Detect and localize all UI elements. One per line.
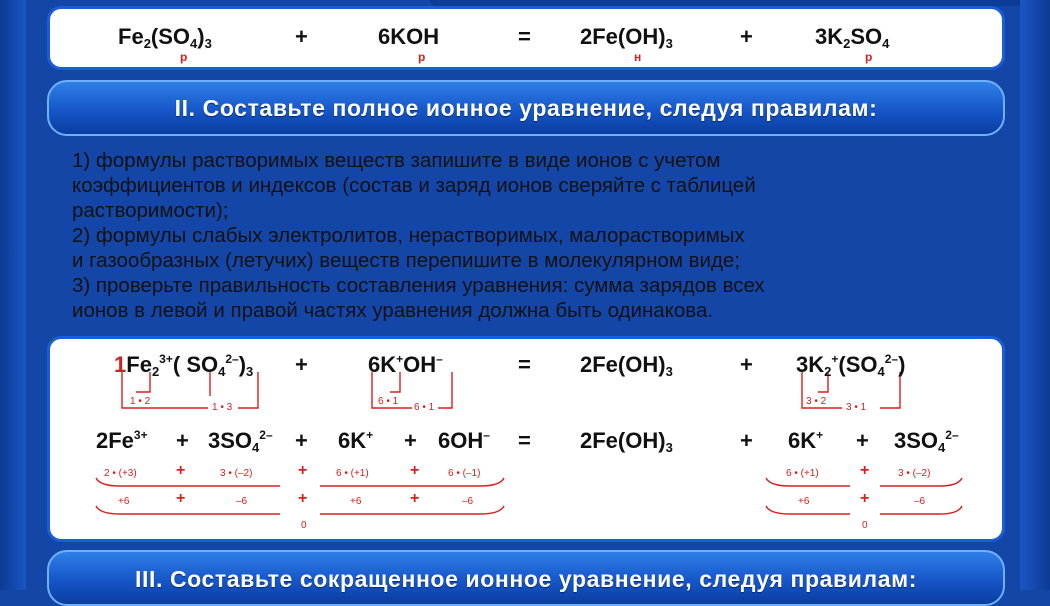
- count-label: 3 • 1: [846, 402, 867, 413]
- plus-sign: +: [176, 462, 186, 479]
- charge-sum: –6: [462, 496, 474, 507]
- plus-sign: +: [860, 490, 870, 507]
- charge-product: 6 • (+1): [786, 468, 819, 479]
- ion-fe3: $2Fe^{3+}$: [96, 428, 148, 453]
- reactant-koh: 6KOH: [378, 24, 440, 49]
- state-mark-insoluble: н: [634, 50, 642, 64]
- annotated-k2so4: $3K_2^+(SO_4^{2-})$: [796, 352, 906, 379]
- charge-sum: +6: [350, 496, 362, 507]
- count-label: 6 • 1: [414, 402, 435, 413]
- rule-line: растворимости);: [72, 199, 229, 222]
- equals-sign: =: [518, 352, 531, 377]
- plus-sign: +: [295, 352, 308, 377]
- charge-total-left: 0: [301, 520, 307, 531]
- charge-total-right: 0: [862, 520, 868, 531]
- plus-sign: +: [298, 462, 308, 479]
- rule-line: коэффициентов и индексов (состав и заряд ионов сверяйте с таблицей: [72, 174, 756, 197]
- rule-line: ионов в левой и правой частях уравнения должна быть одинакова.: [72, 299, 714, 322]
- count-label: 3 • 2: [806, 396, 827, 407]
- equals-sign: =: [518, 24, 531, 49]
- ion-so4-right: $3SO_4^{2-}$: [894, 428, 959, 455]
- product-k2so4: $3K_2SO_4$: [815, 24, 890, 51]
- rule-line: 1) формулы растворимых веществ запишите в виде ионов с учетом: [72, 149, 721, 172]
- count-label: 1 • 2: [130, 396, 151, 407]
- plus-sign: +: [856, 428, 869, 453]
- plus-sign: +: [410, 490, 420, 507]
- state-mark-soluble: р: [418, 50, 426, 64]
- count-label: 6 • 1: [378, 396, 399, 407]
- coefficient-one: 1: [114, 352, 127, 377]
- plus-sign: +: [298, 490, 308, 507]
- charge-product: 3 • (–2): [898, 468, 931, 479]
- annotated-koh: 6K+OH–: [368, 352, 443, 377]
- plus-sign: +: [740, 352, 753, 377]
- charge-product: 6 • (–1): [448, 468, 481, 479]
- plus-sign: +: [860, 462, 870, 479]
- product-feoh3: $2Fe(OH)_3$: [580, 24, 673, 51]
- ion-k: 6K+: [338, 428, 374, 453]
- section-3-title: III. Составьте сокращенное ионное уравнение, следуя правилам:: [47, 550, 1005, 606]
- plus-sign: +: [295, 24, 308, 49]
- reactant-fe2so43: $Fe_2(SO_4)_3$: [118, 24, 212, 51]
- plus-sign: +: [740, 428, 753, 453]
- plus-sign: +: [295, 428, 308, 453]
- plus-sign: +: [404, 428, 417, 453]
- charge-product: 2 • (+3): [104, 468, 137, 479]
- charge-product: 3 • (–2): [220, 468, 253, 479]
- rule-line: 3) проверьте правильность составления уравнения: сумма зарядов всех: [72, 274, 765, 297]
- plus-sign: +: [740, 24, 753, 49]
- charge-sum: –6: [236, 496, 248, 507]
- rule-line: 2) формулы слабых электролитов, нерастворимых, малорастворимых: [72, 224, 745, 247]
- rule-line: и газообразных (летучих) веществ перепишите в молекулярном виде;: [72, 249, 741, 272]
- state-mark-soluble: р: [180, 50, 188, 64]
- annotated-fe2so43: $1Fe_2^{3+}$( $SO_4^{2-})_3$: [114, 352, 254, 379]
- ionic-feoh3: $2Fe(OH)_3$: [580, 428, 673, 455]
- charge-product: 6 • (+1): [336, 468, 369, 479]
- section-2-title: II. Составьте полное ионное уравнение, следуя правилам:: [47, 80, 1005, 136]
- charge-sum: +6: [118, 496, 130, 507]
- charge-sum: –6: [914, 496, 926, 507]
- ion-so4: $3SO_4^{2-}$: [208, 428, 273, 455]
- state-mark-soluble: р: [865, 50, 873, 64]
- annotated-feoh3: $2Fe(OH)_3$: [580, 352, 673, 379]
- count-label: 1 • 3: [212, 402, 233, 413]
- charge-sum: +6: [798, 496, 810, 507]
- plus-sign: +: [176, 490, 186, 507]
- equals-sign: =: [518, 428, 531, 453]
- ion-oh: 6OH–: [438, 428, 490, 453]
- plus-sign: +: [410, 462, 420, 479]
- ion-k-right: 6K+: [788, 428, 824, 453]
- plus-sign: +: [176, 428, 189, 453]
